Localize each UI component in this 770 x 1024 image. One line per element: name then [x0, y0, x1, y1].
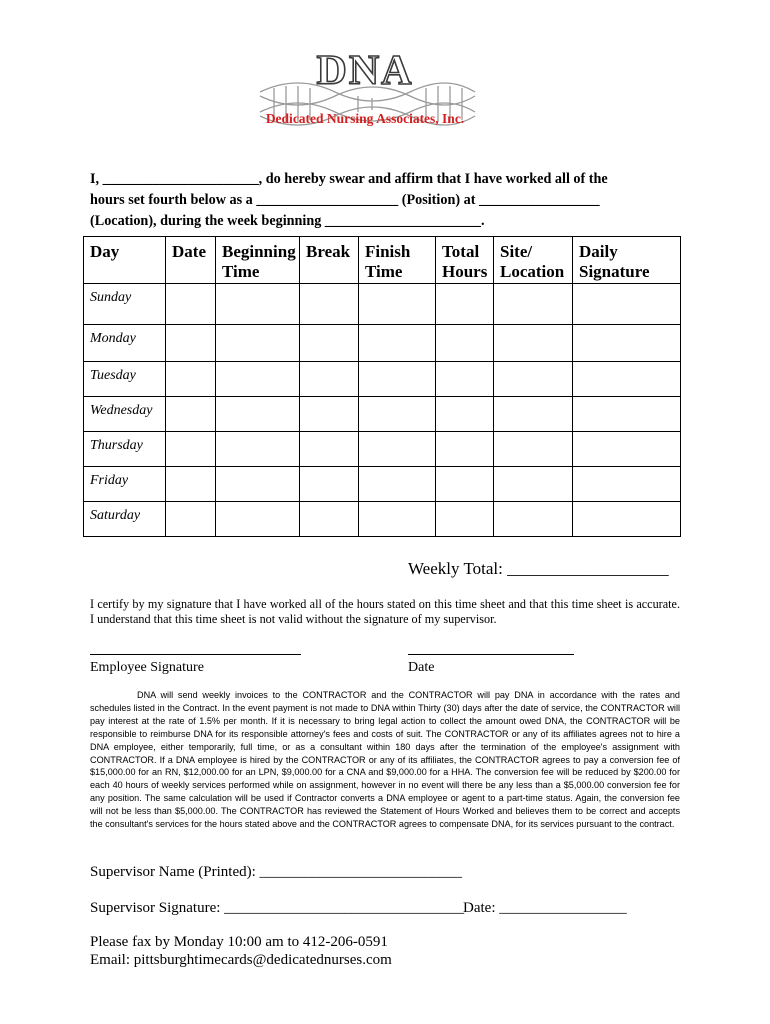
- daily-signature-cell[interactable]: [573, 467, 681, 502]
- date-cell[interactable]: [166, 325, 216, 362]
- date-cell[interactable]: [166, 467, 216, 502]
- site-location-cell[interactable]: [494, 432, 573, 467]
- fax-instructions: Please fax by Monday 10:00 am to 412-206-0591: [90, 934, 388, 950]
- logo-letters: DNA: [316, 48, 414, 94]
- beginning-time-cell[interactable]: [216, 397, 300, 432]
- sworn-statement: [90, 169, 690, 232]
- date-cell[interactable]: [166, 502, 216, 537]
- site-location-cell[interactable]: [494, 362, 573, 397]
- header-beginning-time: Beginning Time: [216, 237, 300, 284]
- logo-company-name: Dedicated Nursing Associates, Inc.: [265, 111, 465, 126]
- supervisor-signature-field[interactable]: Supervisor Signature: ________________________________: [90, 900, 465, 916]
- beginning-time-cell[interactable]: [216, 362, 300, 397]
- total-hours-cell[interactable]: [436, 284, 494, 325]
- statement-line-1: I, ______________________, do hereby swear and affirm that I have worked all of the: [90, 171, 608, 187]
- daily-signature-cell[interactable]: [573, 284, 681, 325]
- total-hours-cell[interactable]: [436, 467, 494, 502]
- header-break: Break: [300, 237, 359, 284]
- contact-info: [90, 933, 392, 969]
- day-tuesday: Tuesday: [84, 362, 166, 397]
- daily-signature-cell[interactable]: [573, 432, 681, 467]
- day-saturday: Saturday: [84, 502, 166, 537]
- day-thursday: Thursday: [84, 432, 166, 467]
- date-cell[interactable]: [166, 362, 216, 397]
- beginning-time-cell[interactable]: [216, 467, 300, 502]
- table-row: [84, 502, 681, 537]
- beginning-time-cell[interactable]: [216, 502, 300, 537]
- finish-time-cell[interactable]: [359, 397, 436, 432]
- day-monday: Monday: [84, 325, 166, 362]
- total-hours-cell[interactable]: [436, 362, 494, 397]
- finish-time-cell[interactable]: [359, 362, 436, 397]
- header-finish-time: Finish Time: [359, 237, 436, 284]
- statement-line-2: hours set fourth below as a ____________________ (Position) at _________________: [90, 192, 600, 208]
- email-address: Email: pittsburghtimecards@dedicatednurses.com: [90, 952, 392, 968]
- date-cell[interactable]: [166, 397, 216, 432]
- site-location-cell[interactable]: [494, 397, 573, 432]
- statement-line-3: (Location), during the week beginning ______________________.: [90, 213, 485, 229]
- total-hours-cell[interactable]: [436, 397, 494, 432]
- site-location-cell[interactable]: [494, 502, 573, 537]
- finish-time-cell[interactable]: [359, 467, 436, 502]
- total-hours-cell[interactable]: [436, 502, 494, 537]
- day-wednesday: Wednesday: [84, 397, 166, 432]
- header-site-location: Site/ Location: [494, 237, 573, 284]
- finish-time-cell[interactable]: [359, 325, 436, 362]
- table-row: [84, 432, 681, 467]
- day-sunday: Sunday: [84, 284, 166, 325]
- finish-time-cell[interactable]: [359, 284, 436, 325]
- header-day: Day: [84, 237, 166, 284]
- header-daily-signature: Daily Signature: [573, 237, 681, 284]
- table-row: [84, 325, 681, 362]
- certification-text: I certify by my signature that I have worked all of the hours stated on this time sheet and that this time sheet is accurate. I understand that this time sheet is not valid without the signature of my supervisor.: [90, 597, 680, 626]
- beginning-time-cell[interactable]: [216, 284, 300, 325]
- break-cell[interactable]: [300, 432, 359, 467]
- beginning-time-cell[interactable]: [216, 325, 300, 362]
- table-row: [84, 362, 681, 397]
- finish-time-cell[interactable]: [359, 502, 436, 537]
- break-cell[interactable]: [300, 502, 359, 537]
- total-hours-cell[interactable]: [436, 432, 494, 467]
- break-cell[interactable]: [300, 325, 359, 362]
- daily-signature-cell[interactable]: [573, 397, 681, 432]
- timesheet-table: [83, 236, 681, 537]
- table-row: [84, 397, 681, 432]
- break-cell[interactable]: [300, 467, 359, 502]
- daily-signature-cell[interactable]: [573, 502, 681, 537]
- daily-signature-cell[interactable]: [573, 362, 681, 397]
- weekly-total[interactable]: Weekly Total: ___________________: [408, 559, 669, 578]
- site-location-cell[interactable]: [494, 284, 573, 325]
- break-cell[interactable]: [300, 362, 359, 397]
- table-row: [84, 284, 681, 325]
- employee-signature-label: Employee Signature: [90, 660, 204, 675]
- header-total-hours: Total Hours: [436, 237, 494, 284]
- contract-terms: DNA will send weekly invoices to the CONTRACTOR and the CONTRACTOR will pay DNA in accordance with the rates and schedules listed in the Contract. In the event payment is not made to DNA within Thirty (30) days after the date of service, the CONTRACTOR will pay interest at the rate of 1.5% per month. If it is necessary to bring legal action to collect the amount owed DNA, the CONTRACTOR will be responsible to reimburse DNA for its responsible attorney's fees and costs of suit. The CONTRACTOR or any of its affiliates agrees not to hire a DNA employee, either temporarily, full time, or as a consultant within 180 days after the termination of the employee's assignment with CONTRACTOR. If a DNA employee is hired by the CONTRACTOR or any of its affiliates, the CONTRACTOR agrees to pay a conversion fee of $15,000.00 for an RN, $12,000.00 for an LPN, $9,000.00 for a CNA and $9,000.00 for a HHA. The conversion fee will be reduced by $200.00 for each 40 hours of weekly services performed while on assignment, however in no event will there be any less than a $5,000.00 conversion fee for any position. The same calculation will be used if Contractor converts a DNA employee or agent to a part-time status. Again, the conversion fee will not be less than $5,000.00. The CONTRACTOR has reviewed the Statement of Hours Worked and believes them to be correct and accepts the consultant's services for the hours stated above and the CONTRACTOR agrees to compensate DNA, for its services pursuant to the contract.: [90, 690, 680, 830]
- date-cell[interactable]: [166, 432, 216, 467]
- supervisor-date-field[interactable]: Date: _________________: [463, 900, 627, 916]
- site-location-cell[interactable]: [494, 467, 573, 502]
- break-cell[interactable]: [300, 284, 359, 325]
- company-logo: [240, 44, 490, 134]
- date-cell[interactable]: [166, 284, 216, 325]
- total-hours-cell[interactable]: [436, 325, 494, 362]
- break-cell[interactable]: [300, 397, 359, 432]
- beginning-time-cell[interactable]: [216, 432, 300, 467]
- header-date: Date: [166, 237, 216, 284]
- supervisor-name-field[interactable]: Supervisor Name (Printed): ___________________________: [90, 864, 463, 880]
- table-row: [84, 467, 681, 502]
- employee-signature-line[interactable]: [90, 654, 301, 655]
- site-location-cell[interactable]: [494, 325, 573, 362]
- table-header-row: [84, 237, 681, 284]
- date-line[interactable]: [408, 654, 574, 655]
- date-label: Date: [408, 660, 435, 675]
- day-friday: Friday: [84, 467, 166, 502]
- finish-time-cell[interactable]: [359, 432, 436, 467]
- daily-signature-cell[interactable]: [573, 325, 681, 362]
